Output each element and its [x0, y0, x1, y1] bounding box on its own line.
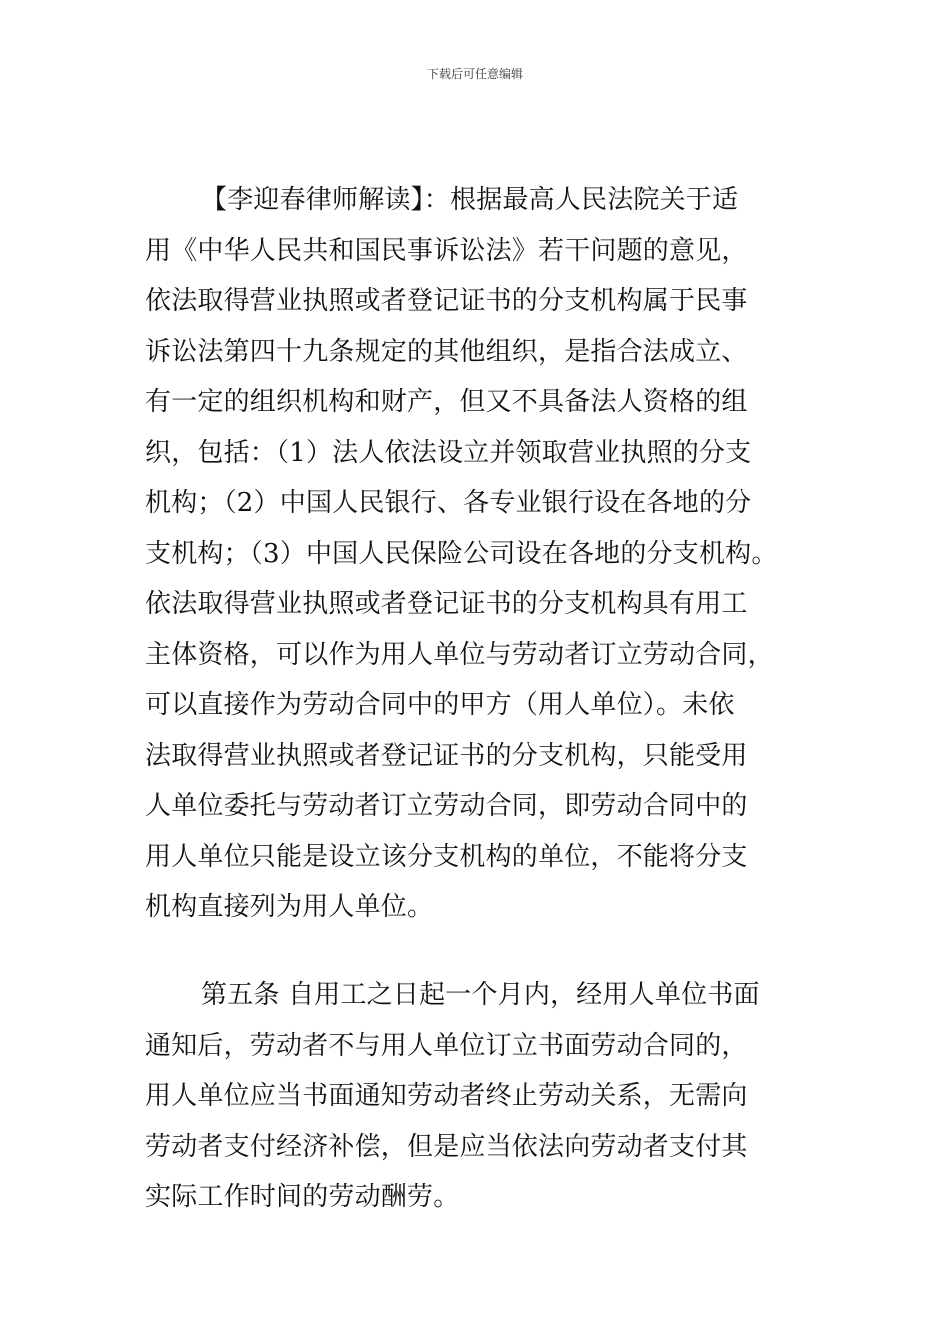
text-line: 用人单位应当书面通知劳动者终止劳动关系，无需向 — [145, 1081, 748, 1111]
text-line: 有一定的组织机构和财产，但又不具备法人资格的组 — [145, 387, 748, 417]
text-line: 依法取得营业执照或者登记证书的分支机构属于民事 — [145, 286, 748, 316]
paragraph-article-five — [145, 970, 825, 1223]
paragraph-lawyer-commentary — [145, 175, 825, 933]
text-line: 主体资格，可以作为用人单位与劳动者订立劳动合同， — [145, 639, 774, 670]
page-header-note: 下载后可任意编辑 — [426, 67, 523, 81]
text-line: 人单位委托与劳动者订立劳动合同，即劳动合同中的 — [145, 791, 748, 821]
text-line: 用人单位只能是设立该分支机构的单位，不能将分支 — [145, 841, 748, 872]
text-line: 用《中华人民共和国民事诉讼法》若干问题的意见， — [145, 235, 748, 266]
text-line: 机构；（2）中国人民银行、各专业银行设在各地的分 — [145, 488, 752, 518]
text-line: 法取得营业执照或者登记证书的分支机构，只能受用 — [145, 740, 748, 771]
text-line: 依法取得营业执照或者登记证书的分支机构具有用工 — [145, 589, 748, 619]
text-line: 机构直接列为用人单位。 — [145, 892, 434, 922]
text-line: 劳动者支付经济补偿，但是应当依法向劳动者支付其 — [145, 1131, 748, 1162]
text-line: 通知后，劳动者不与用人单位订立书面劳动合同的， — [145, 1030, 748, 1061]
text-line: 诉讼法第四十九条规定的其他组织，是指合法成立、 — [145, 336, 748, 367]
text-line: 可以直接作为劳动合同中的甲方（用人单位）。未依 — [145, 690, 735, 720]
text-line: 实际工作时间的劳动酬劳。 — [145, 1182, 460, 1212]
text-line: 【李迎春律师解读】：根据最高人民法院关于适 — [201, 185, 739, 215]
text-line: 织，包括：（1）法人依法设立并领取营业执照的分支 — [145, 437, 752, 468]
text-line: 支机构；（3）中国人民保险公司设在各地的分支机构。 — [145, 538, 778, 569]
text-line: 第五条 自用工之日起一个月内，经用人单位书面 — [201, 980, 760, 1010]
